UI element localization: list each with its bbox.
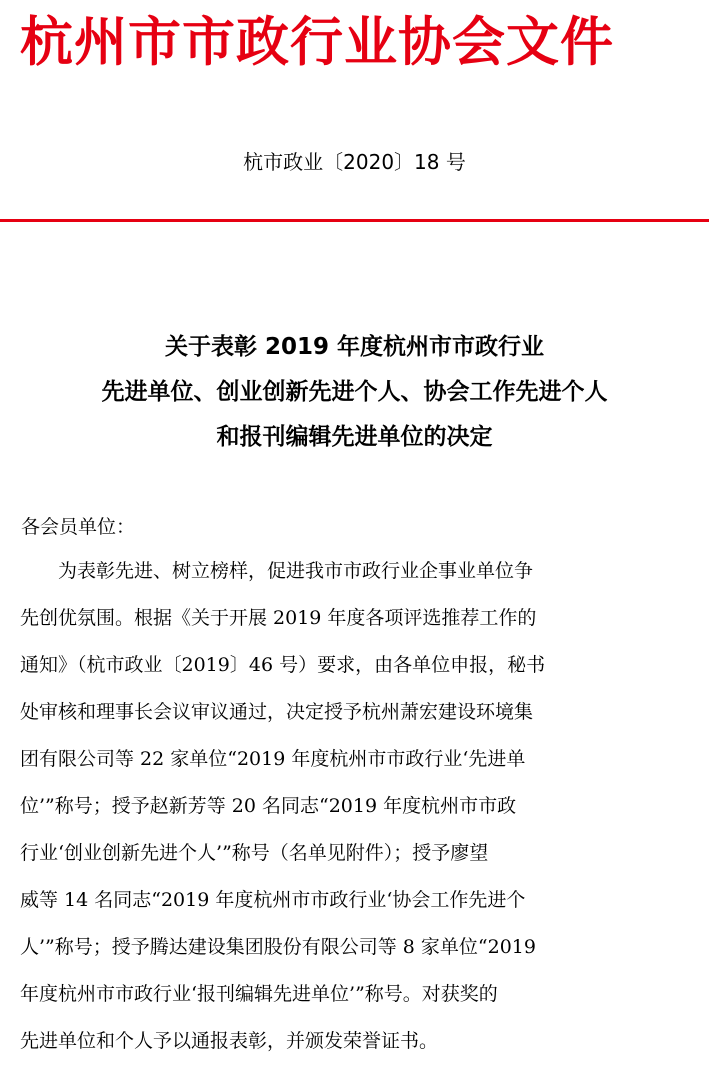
red-divider-line — [0, 219, 709, 222]
document-title-line: 和报刊编辑先进单位的决定 — [216, 424, 493, 450]
document-number: 杭市政业〔2020〕18 号 — [243, 150, 466, 174]
body-line: 威等 14 名同志“2019 年度杭州市市政行业‘协会工作先进个 — [20, 889, 526, 911]
body-line: 团有限公司等 22 家单位“2019 年度杭州市市政行业‘先进单 — [20, 748, 526, 770]
body-line: 为表彰先进、树立榜样，促进我市市政行业企事业单位争 — [20, 560, 534, 582]
body-line: 行业‘创业创新先进个人’”称号（名单见附件）；授予廖望 — [20, 842, 489, 864]
body-line: 人’”称号；授予腾达建设集团股份有限公司等 8 家单位“2019 — [20, 936, 536, 958]
org-masthead-title: 杭州市市政行业协会文件 — [20, 12, 614, 73]
document-title-line: 先进单位、创业创新先进个人、协会工作先进个人 — [101, 379, 608, 405]
body-line: 年度杭州市市政行业‘报刊编辑先进单位’”称号。对获奖的 — [20, 983, 498, 1005]
body-line: 位’”称号；授予赵新芳等 20 名同志“2019 年度杭州市市政 — [20, 795, 517, 817]
body-line: 处审核和理事长会议审议通过，决定授予杭州萧宏建设环境集 — [20, 701, 534, 723]
document-title-line: 关于表彰 2019 年度杭州市市政行业 — [164, 334, 545, 360]
body-line: 先进单位和个人予以通报表彰，并颁发荣誉证书。 — [20, 1030, 439, 1052]
document-title — [0, 325, 709, 460]
salutation: 各会员单位： — [21, 516, 136, 538]
body-paragraph — [20, 548, 690, 1065]
body-line: 先创优氛围。根据《关于开展 2019 年度各项评选推荐工作的 — [20, 607, 537, 629]
body-line: 通知》（杭市政业〔2019〕46 号）要求，由各单位申报，秘书 — [20, 654, 546, 676]
